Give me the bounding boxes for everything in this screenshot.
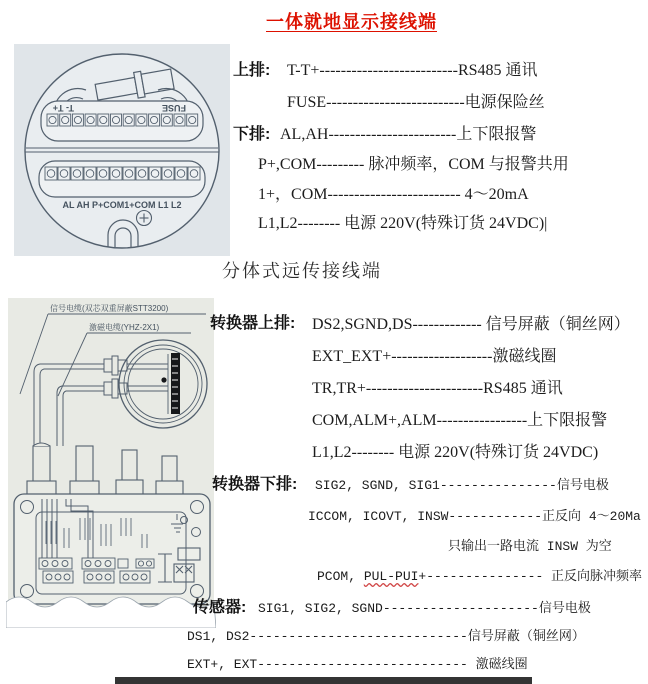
cropped-image-edge — [115, 677, 532, 684]
top-strip-left-label: T- T+ — [52, 103, 74, 113]
spec-line-b-note: 只输出一路电流 INSW 为空 — [448, 539, 612, 554]
pulse-misspelled: PUL-PUI — [363, 569, 419, 584]
spec-line-b-current: ICCOM, ICOVT, INSW------------正反向 4～20Ma — [308, 509, 641, 524]
spec-line-alarm: AL,AH------------------------上下限报警 — [280, 126, 537, 143]
spec-line-c-excite: EXT_EXT+-------------------激磁线圈 — [312, 348, 557, 365]
spec-line-b-electrode: SIG2, SGND, SIG1---------------信号电极 — [315, 478, 609, 493]
remote-converter-diagram — [6, 296, 216, 628]
page-title: 一体就地显示接线端 — [266, 12, 437, 32]
spec-line-s-shield: DS1, DS2----------------------------信号屏蔽（铜丝网） — [187, 629, 585, 644]
spec-line-power: L1,L2-------- 电源 220V(特殊订货 24VDC)| — [258, 215, 548, 232]
top-terminal-strip — [41, 101, 203, 141]
row-label-bottom: 下排: — [233, 126, 271, 143]
row-label-top: 上排: — [233, 62, 271, 79]
spec-line-s-electrode: SIG1, SIG2, SGND--------------------信号电极 — [258, 601, 591, 616]
section-title-split: 分体式远传接线端 — [222, 261, 382, 281]
pulse-pre: PCOM, — [317, 569, 364, 584]
bottom-strip-label: AL AH P+COM1+COM L1 L2 — [62, 200, 182, 210]
row-label-sensor: 传感器: — [193, 599, 247, 616]
spec-line-c-shield: DS2,SGND,DS------------- 信号屏蔽（铜丝网） — [312, 316, 630, 333]
spec-line-b-pulse — [317, 565, 642, 584]
spec-line-pulse: P+,COM--------- 脉冲频率，COM 与报警共用 — [258, 156, 569, 173]
excite-cable-label: 激磁电缆(YHZ-2X1) — [89, 323, 160, 332]
spec-line-current: 1+，COM------------------------- 4～20mA — [258, 186, 529, 203]
spec-line-c-power: L1,L2-------- 电源 220V(特殊订货 24VDC) — [312, 444, 599, 461]
row-label-converter-top: 转换器上排: — [210, 315, 296, 332]
signal-cable-label: 信号电缆(双芯双重屏蔽STT3200) — [50, 304, 169, 313]
converter-box — [14, 494, 210, 604]
integrated-terminal-diagram — [14, 44, 230, 256]
spec-line-c-alarm: COM,ALM+,ALM-----------------上下限报警 — [312, 412, 608, 429]
row-label-converter-bottom: 转换器下排: — [212, 476, 298, 493]
spec-line-s-excite: EXT+, EXT--------------------------- 激磁线圈 — [187, 657, 528, 672]
spec-line-c-rs485: TR,TR+----------------------RS485 通讯 — [312, 380, 563, 397]
terminal-bar — [171, 353, 180, 414]
spec-line-rs485: T-T+--------------------------RS485 通讯 — [287, 62, 538, 79]
spec-line-fuse: FUSE--------------------------电源保险丝 — [287, 94, 545, 111]
bottom-terminal-strip — [39, 161, 205, 210]
top-strip-right-label: FUSE — [161, 103, 186, 113]
pulse-post: +--------------- 正反向脉冲频率 — [418, 569, 643, 584]
